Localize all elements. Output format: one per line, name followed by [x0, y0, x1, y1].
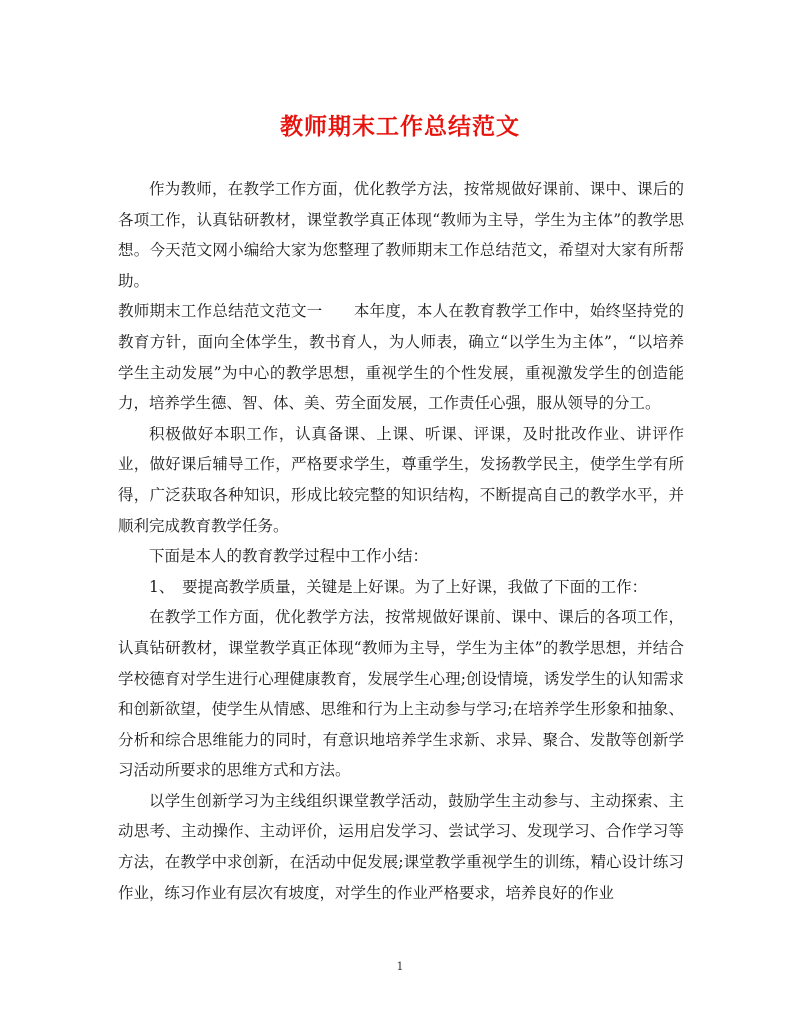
- paragraph-intro: 作为教师，在教学工作方面，优化教学方法，按常规做好课前、课中、课后的各项工作，认真钻研教材，课堂教学真正体现“教师为主导，学生为主体”的教学思想。今天范文网小编给大家为您整理了教师期末工作总结范文，希望对大家有所帮助。: [118, 180, 684, 290]
- page-number: 1: [396, 960, 404, 973]
- paragraph-duties: 积极做好本职工作，认真备课、上课、听课、评课，及时批改作业、讲评作业，做好课后辅导工作，严格要求学生，尊重学生，发扬教学民主，使学生学有所得，广泛获取各种知识，形成比较完整的知识结构，不断提高自己的教学水平，并顺利完成教育教学任务。: [118, 424, 684, 535]
- document-body: [118, 174, 684, 908]
- paragraph-innovation: 以学生创新学习为主线组织课堂教学活动，鼓励学生主动参与、主动探索、主动思考、主动操作、主动评价，运用启发学习、尝试学习、发现学习、合作学习等方法，在教学中求创新，在活动中促发展;课堂教学重视学生的训练，精心设计练习作业，练习作业有层次有坡度，对学生的作业严格要求，培养良好的作业: [118, 791, 684, 902]
- paragraph-section-one: 教师期末工作总结范文范文一 本年度，本人在教育教学工作中，始终坚持党的教育方针，面向全体学生，教书育人，为人师表，确立“以学生为主体”，“以培养学生主动发展”为中心的教学思想，重视学生的个性发展，重视激发学生的创造能力，培养学生德、智、体、美、劳全面发展，工作责任心强，服从领导的分工。: [118, 302, 684, 413]
- document-title: 教师期末工作总结范文: [280, 113, 520, 140]
- paragraph-teaching-methods: 在教学工作方面，优化教学方法，按常规做好课前、课中、课后的各项工作，认真钻研教材，课堂教学真正体现“教师为主导，学生为主体”的教学思想，并结合学校德育对学生进行心理健康教育，发展学生心理;创设情境，诱发学生的认知需求和创新欲望，使学生从情感、思维和行为上主动参与学习;在培养学生形象和抽象、分析和综合思维能力的同时，有意识地培养学生求新、求异、聚合、发散等创新学习活动所要求的思维方式和方法。: [118, 608, 684, 780]
- paragraph-summary-intro: 下面是本人的教育教学过程中工作小结：: [149, 547, 429, 566]
- paragraph-item-one: 1、 要提高教学质量，关键是上好课。为了上好课，我做了下面的工作：: [149, 577, 648, 596]
